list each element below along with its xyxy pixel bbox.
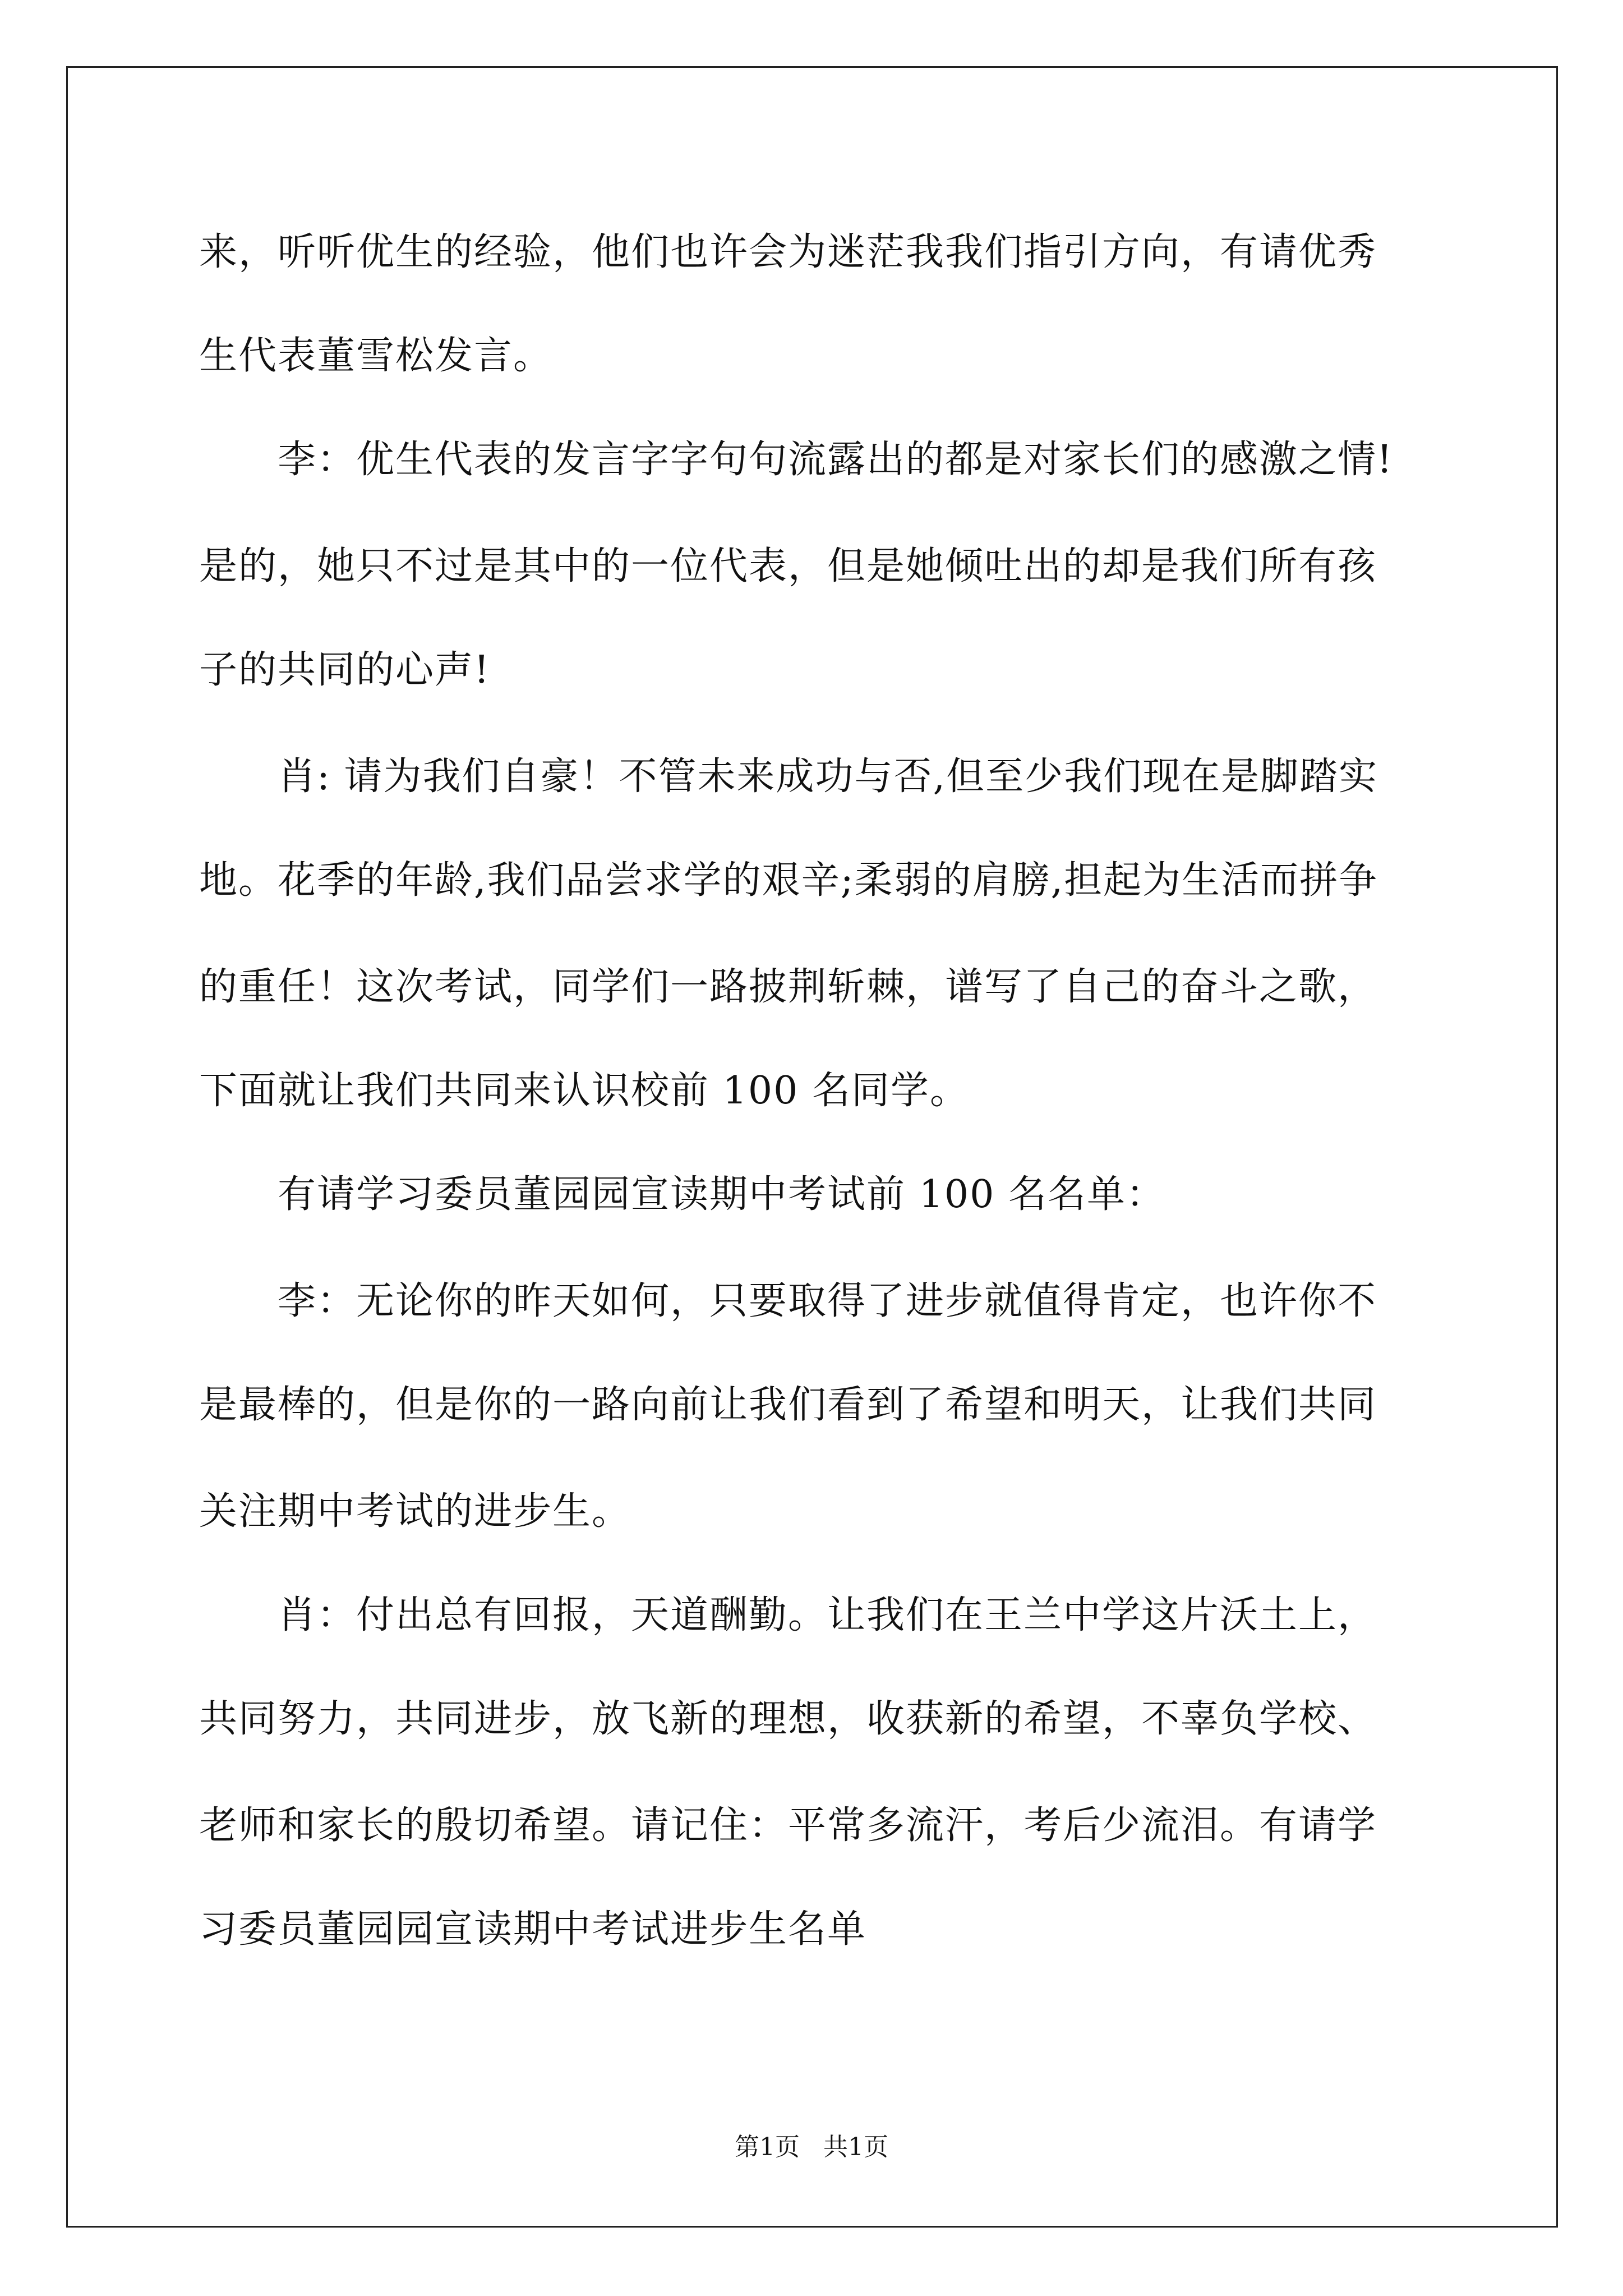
text-line: 地。花季的年龄,我们品尝求学的艰辛;柔弱的肩膀,担起为生活而拼争 (199, 858, 1378, 903)
text-line: 老师和家长的殷切希望。请记住：平常多流汗，考后少流泪。有请学 (199, 1803, 1377, 1848)
page-border (66, 66, 1558, 2228)
text-line: 子的共同的心声! (199, 648, 491, 692)
text-line: 是的，她只不过是其中的一位代表，但是她倾吐出的却是我们所有孩 (199, 544, 1377, 588)
text-line: 李：无论你的昨天如何，只要取得了进步就值得肯定，也许你不 (278, 1279, 1377, 1323)
text-line: 是最棒的，但是你的一路向前让我们看到了希望和明天，让我们共同 (199, 1383, 1377, 1427)
text-line: 有请学习委员董园园宣读期中考试前 100 名名单： (278, 1172, 1166, 1217)
text-line: 的重任！这次考试，同学们一路披荆斩棘，谱写了自己的奋斗之歌， (199, 965, 1377, 1009)
text-line: 习委员董园园宣读期中考试进步生名单 (199, 1907, 867, 1952)
text-line: 肖：付出总有回报，天道酬勤。让我们在王兰中学这片沃土上， (278, 1593, 1377, 1637)
page-number: 第1页 共1页 (735, 2133, 888, 2161)
text-line: 来，听听优生的经验，他们也许会为迷茫我我们指引方向，有请优秀 (199, 230, 1377, 274)
text-line: 共同努力，共同进步，放飞新的理想，收获新的希望，不辜负学校、 (199, 1697, 1377, 1741)
text-line: 关注期中考试的进步生。 (199, 1489, 631, 1534)
text-line: 生代表董雪松发言。 (199, 334, 553, 378)
text-line: 李：优生代表的发言字字句句流露出的都是对家长们的感激之情! (278, 438, 1394, 482)
text-line: 下面就让我们共同来认识校前 100 名同学。 (199, 1069, 970, 1113)
text-line: 肖: 请为我们自豪！不管未来成功与否,但至少我们现在是脚踏实 (278, 754, 1378, 799)
